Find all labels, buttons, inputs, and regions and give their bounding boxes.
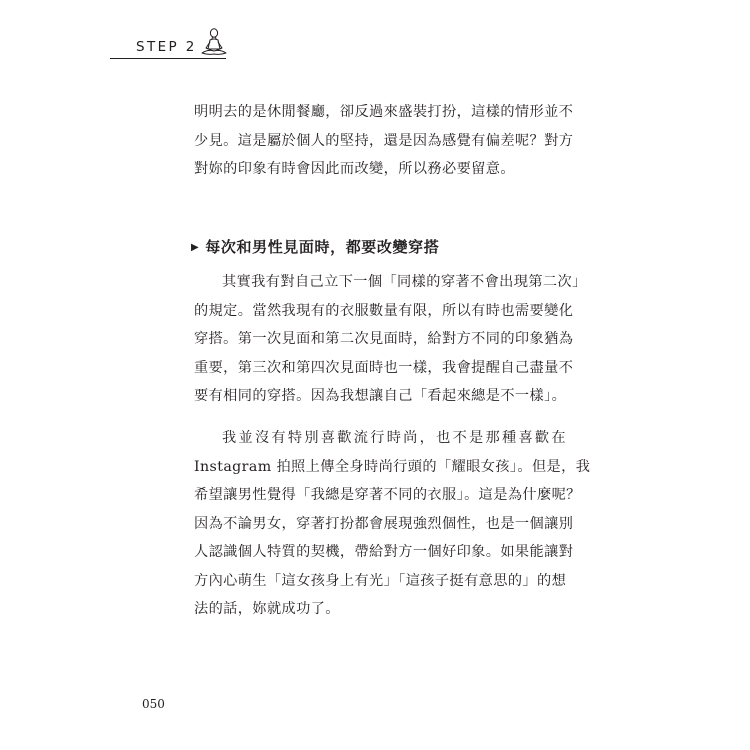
- step-label: STEP 2: [136, 39, 197, 55]
- header-rule: [110, 58, 226, 59]
- paragraph-2-line: 其實我有對自己立下一個「同樣的穿著不會出現第二次」: [222, 274, 587, 290]
- paragraph-2: [194, 268, 587, 411]
- paragraph-3-line: 人認識個人特質的契機，帶給對方一個好印象。如果能讓對: [194, 544, 574, 560]
- paragraph-1-line: 少見。這是屬於個人的堅持，還是因為感覺有偏差呢？對方: [194, 132, 574, 149]
- paragraph-2-line: 穿搭。第一次見面和第二次見面時，給對方不同的印象猶為: [194, 331, 574, 347]
- paragraph-3-line: Instagram 拍照上傳全身時尚行頭的「耀眼女孩」。但是，我: [194, 458, 591, 475]
- paragraph-3-line: 希望讓男性覺得「我總是穿著不同的衣服」。這是為什麼呢？: [194, 487, 581, 503]
- page-number: 050: [142, 697, 165, 711]
- paragraph-3-line: 方內心萌生「這女孩身上有光」「這孩子挺有意思的」的想: [194, 572, 567, 589]
- paragraph-3-line: 法的話，妳就成功了。: [194, 601, 340, 617]
- paragraph-3: [194, 424, 591, 624]
- paragraph-2-line: 重要，第三次和第四次見面時也一樣，我會提醒自己盡量不: [194, 359, 574, 376]
- section-heading: [191, 236, 439, 257]
- section-heading-text: 每次和男性見面時，都要改變穿搭: [205, 238, 440, 256]
- paragraph-1-line: 對妳的印象有時會因此而改變，所以務必要留意。: [194, 161, 515, 177]
- triangle-marker-icon: ▶: [191, 242, 200, 253]
- meditating-figure-icon: [199, 27, 229, 59]
- paragraph-2-line: 要有相同的穿搭。因為我想讓自己「看起來總是不一樣」。: [194, 388, 567, 404]
- paragraph-1-line: 明明去的是休閒餐廳，卻反過來盛裝打扮，這樣的情形並不: [194, 104, 574, 120]
- paragraph-2-line: 的規定。當然我現有的衣服數量有限，所以有時也需要變化: [194, 302, 574, 319]
- paragraph-3-line: 因為不論男女，穿著打扮都會展現強烈個性，也是一個讓別: [194, 515, 574, 532]
- chapter-header: [110, 34, 228, 64]
- paragraph-3-line: 我並沒有特別喜歡流行時尚，也不是那種喜歡在: [222, 430, 566, 446]
- paragraph-1: [194, 98, 574, 184]
